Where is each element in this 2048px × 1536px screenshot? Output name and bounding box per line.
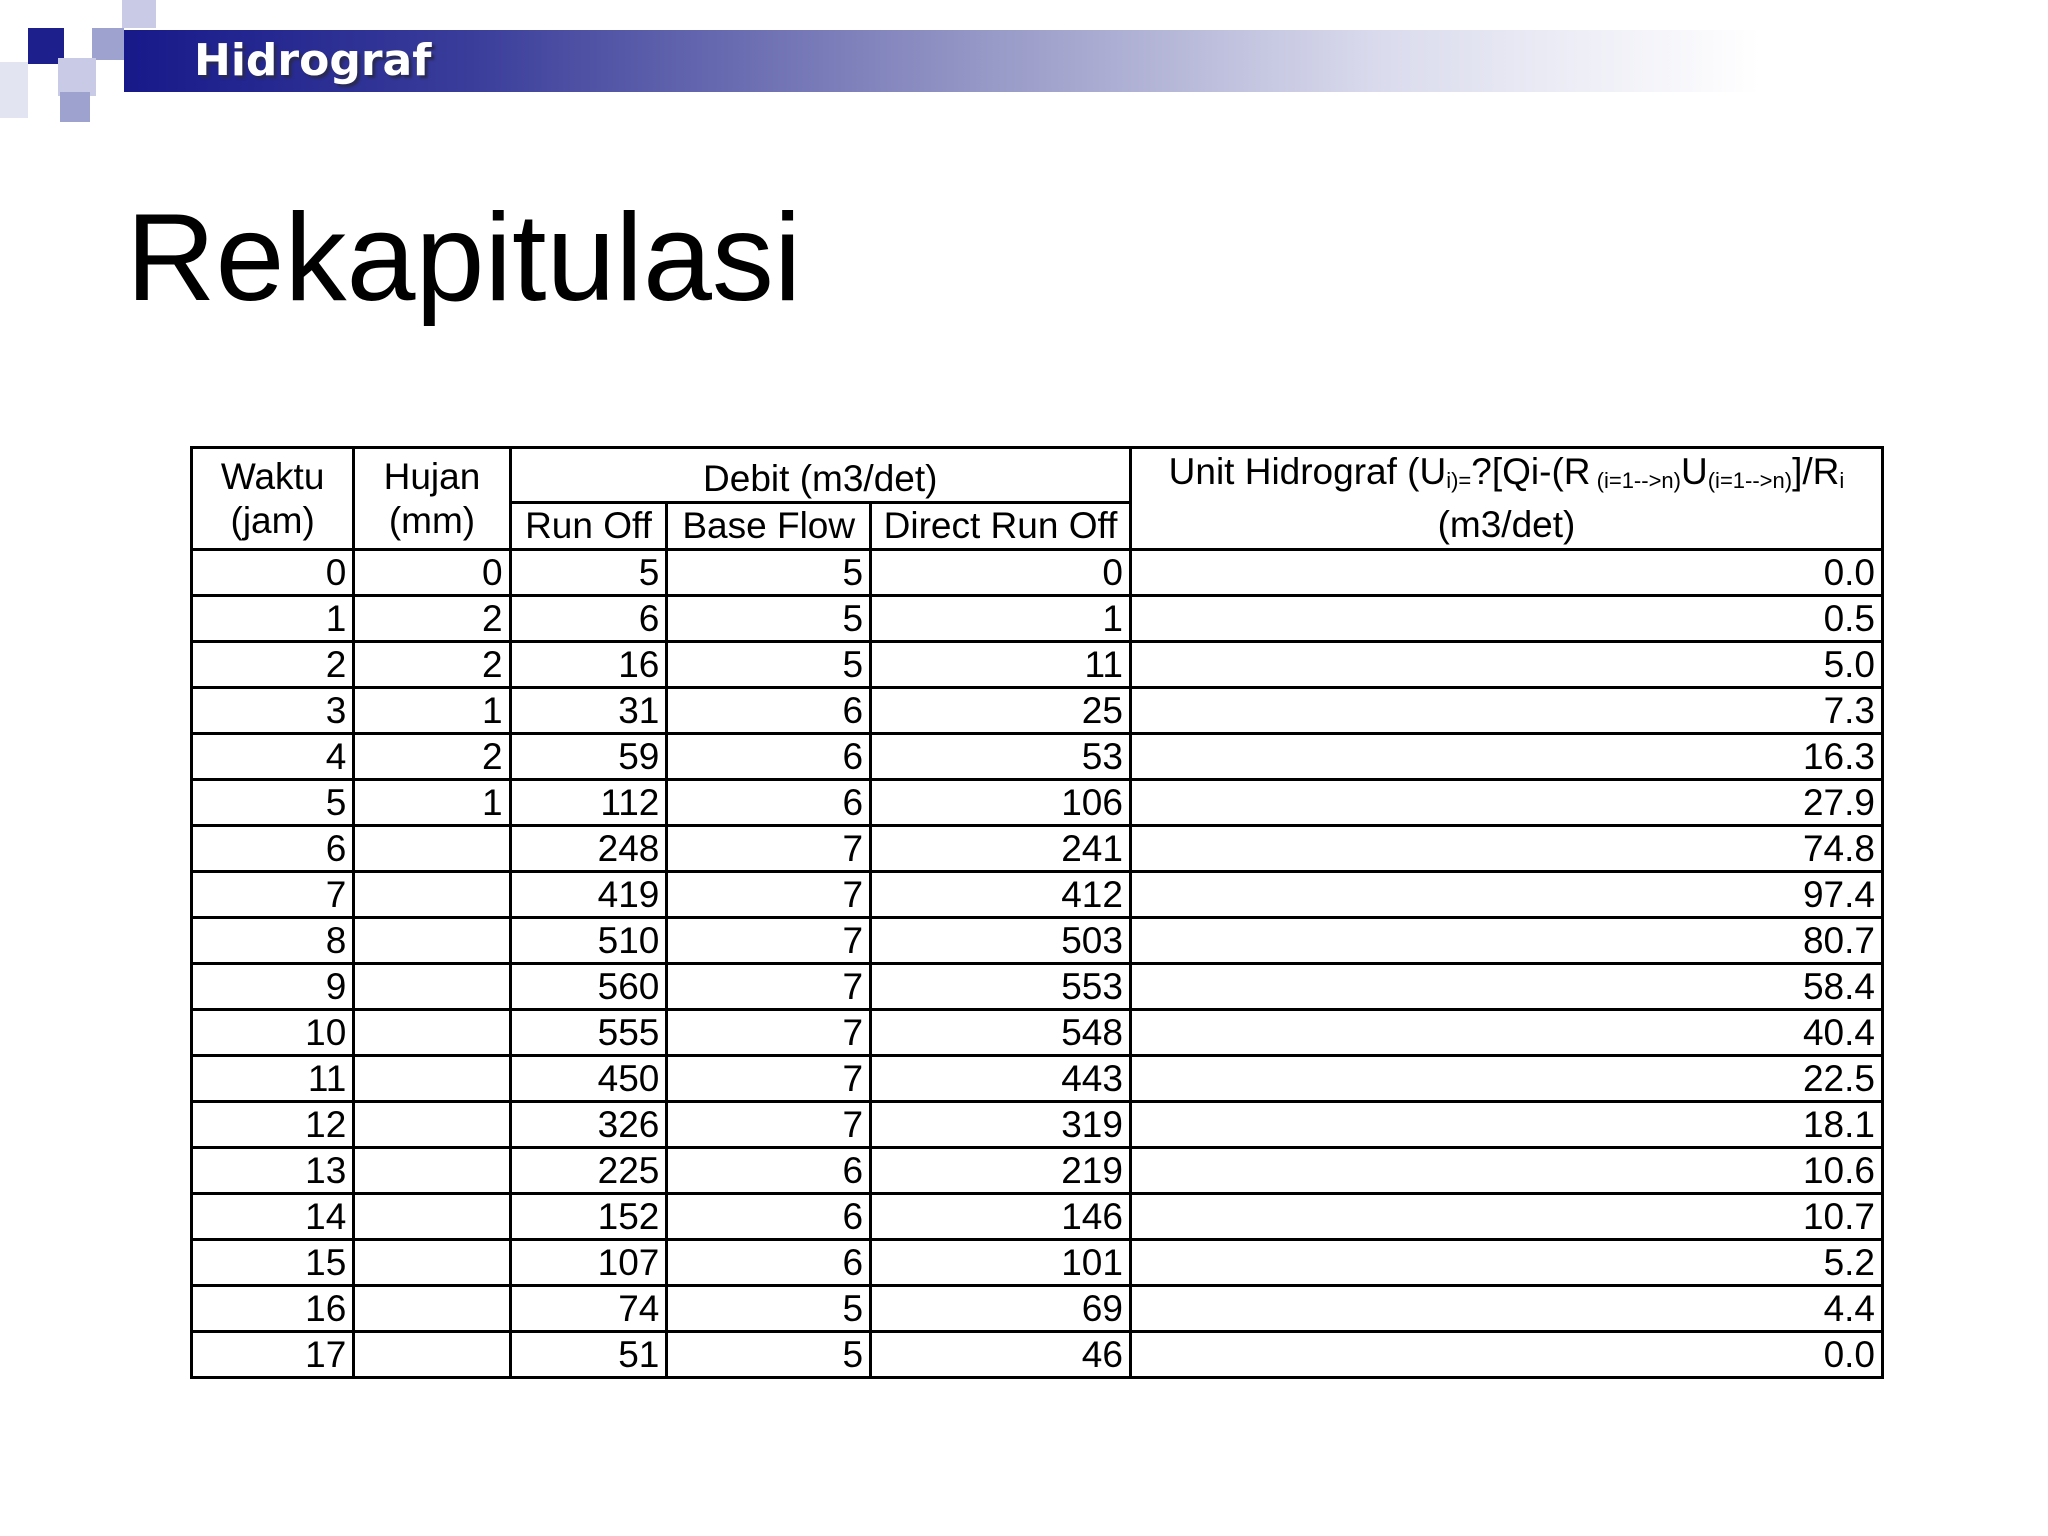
cell-hujan: 1 [354,688,510,734]
cell-direct-run-off: 11 [871,642,1131,688]
cell-unit-hidrograf: 22.5 [1130,1056,1882,1102]
cell-run-off: 112 [510,780,667,826]
cell-base-flow: 6 [667,734,871,780]
header-waktu-label: Waktu [220,455,325,497]
cell-base-flow: 7 [667,872,871,918]
table-row [192,1332,1883,1378]
cell-waktu: 1 [192,596,354,642]
cell-base-flow: 6 [667,1240,871,1286]
cell-unit-hidrograf: 58.4 [1130,964,1882,1010]
cell-direct-run-off: 106 [871,780,1131,826]
cell-waktu: 13 [192,1148,354,1194]
cell-hujan [354,964,510,1010]
cell-run-off: 51 [510,1332,667,1378]
cell-base-flow: 7 [667,918,871,964]
header-waktu [192,448,354,550]
cell-run-off: 510 [510,918,667,964]
cell-unit-hidrograf: 16.3 [1130,734,1882,780]
cell-base-flow: 7 [667,964,871,1010]
cell-run-off: 59 [510,734,667,780]
cell-waktu: 15 [192,1240,354,1286]
cell-run-off: 326 [510,1102,667,1148]
decorative-square [60,92,90,122]
decorative-square [122,0,156,28]
cell-base-flow: 5 [667,642,871,688]
cell-run-off: 560 [510,964,667,1010]
unit-u: U [1681,451,1708,492]
header-run-off: Run Off [510,503,667,550]
cell-unit-hidrograf: 40.4 [1130,1010,1882,1056]
cell-waktu: 14 [192,1194,354,1240]
cell-base-flow: 5 [667,1332,871,1378]
cell-direct-run-off: 1 [871,596,1131,642]
cell-base-flow: 5 [667,550,871,596]
cell-base-flow: 7 [667,826,871,872]
cell-hujan [354,1332,510,1378]
decorative-square [92,28,124,60]
cell-direct-run-off: 25 [871,688,1131,734]
cell-unit-hidrograf: 27.9 [1130,780,1882,826]
table-row [192,734,1883,780]
cell-hujan [354,826,510,872]
cell-unit-hidrograf: 0.0 [1130,550,1882,596]
cell-direct-run-off: 53 [871,734,1131,780]
table-row [192,1102,1883,1148]
header-unit-hidrograf [1130,448,1882,550]
cell-direct-run-off: 503 [871,918,1131,964]
cell-base-flow: 6 [667,688,871,734]
unit-sub1: i)= [1446,468,1472,493]
cell-waktu: 12 [192,1102,354,1148]
cell-base-flow: 6 [667,1194,871,1240]
cell-run-off: 31 [510,688,667,734]
cell-run-off: 152 [510,1194,667,1240]
header-hujan [354,448,510,550]
cell-hujan [354,1056,510,1102]
cell-hujan [354,918,510,964]
cell-direct-run-off: 319 [871,1102,1131,1148]
cell-base-flow: 6 [667,780,871,826]
cell-hujan: 0 [354,550,510,596]
table-row [192,596,1883,642]
cell-unit-hidrograf: 4.4 [1130,1286,1882,1332]
header-debit: Debit (m3/det) [510,448,1130,503]
cell-unit-hidrograf: 10.6 [1130,1148,1882,1194]
unit-sub2: (i=1-->n) [1590,468,1681,493]
cell-hujan [354,1194,510,1240]
cell-unit-hidrograf: 5.0 [1130,642,1882,688]
table-row [192,1194,1883,1240]
cell-direct-run-off: 0 [871,550,1131,596]
cell-hujan: 2 [354,734,510,780]
cell-hujan [354,1010,510,1056]
cell-direct-run-off: 69 [871,1286,1131,1332]
cell-hujan: 2 [354,596,510,642]
cell-hujan [354,1286,510,1332]
cell-waktu: 17 [192,1332,354,1378]
table-row [192,780,1883,826]
hydrograph-table [190,446,1884,1379]
cell-base-flow: 7 [667,1056,871,1102]
cell-waktu: 4 [192,734,354,780]
cell-direct-run-off: 443 [871,1056,1131,1102]
cell-unit-hidrograf: 18.1 [1130,1102,1882,1148]
cell-unit-hidrograf: 0.5 [1130,596,1882,642]
cell-base-flow: 5 [667,596,871,642]
cell-hujan: 2 [354,642,510,688]
cell-hujan [354,1240,510,1286]
unit-sub3: (i=1-->n) [1707,468,1793,493]
cell-unit-hidrograf: 80.7 [1130,918,1882,964]
cell-direct-run-off: 101 [871,1240,1131,1286]
cell-run-off: 248 [510,826,667,872]
page-title: Rekapitulasi [126,189,802,327]
table-row [192,550,1883,596]
cell-run-off: 450 [510,1056,667,1102]
cell-base-flow: 7 [667,1102,871,1148]
table-row [192,1148,1883,1194]
cell-unit-hidrograf: 74.8 [1130,826,1882,872]
table-row [192,1056,1883,1102]
cell-run-off: 16 [510,642,667,688]
cell-run-off: 555 [510,1010,667,1056]
cell-waktu: 11 [192,1056,354,1102]
cell-direct-run-off: 146 [871,1194,1131,1240]
cell-run-off: 225 [510,1148,667,1194]
decorative-square [58,58,96,96]
cell-unit-hidrograf: 97.4 [1130,872,1882,918]
cell-run-off: 74 [510,1286,667,1332]
table-row [192,964,1883,1010]
cell-direct-run-off: 241 [871,826,1131,872]
cell-unit-hidrograf: 5.2 [1130,1240,1882,1286]
cell-direct-run-off: 219 [871,1148,1131,1194]
header-hujan-label: Hujan [383,455,481,497]
table-row [192,642,1883,688]
table-row [192,1010,1883,1056]
cell-unit-hidrograf: 0.0 [1130,1332,1882,1378]
cell-waktu: 3 [192,688,354,734]
header-unit-formula [1138,450,1875,503]
cell-base-flow: 7 [667,1010,871,1056]
table-row [192,1240,1883,1286]
table-row [192,688,1883,734]
cell-run-off: 107 [510,1240,667,1286]
table-row [192,826,1883,872]
cell-hujan [354,1102,510,1148]
cell-waktu: 16 [192,1286,354,1332]
unit-prefix: Unit Hidrograf (U [1168,451,1447,492]
header-waktu-unit: (jam) [230,499,315,541]
cell-waktu: 0 [192,550,354,596]
cell-run-off: 5 [510,550,667,596]
table-body [192,550,1883,1378]
header-direct-run-off: Direct Run Off [871,503,1131,550]
cell-run-off: 419 [510,872,667,918]
cell-direct-run-off: 46 [871,1332,1131,1378]
cell-hujan [354,872,510,918]
cell-direct-run-off: 553 [871,964,1131,1010]
table-row [192,918,1883,964]
cell-unit-hidrograf: 10.7 [1130,1194,1882,1240]
table-row [192,1286,1883,1332]
cell-base-flow: 6 [667,1148,871,1194]
cell-base-flow: 5 [667,1286,871,1332]
header-unit-unit: (m3/det) [1437,504,1576,545]
cell-hujan: 1 [354,780,510,826]
banner-title: Hidrograf [194,35,432,86]
cell-waktu: 6 [192,826,354,872]
cell-waktu: 5 [192,780,354,826]
cell-waktu: 9 [192,964,354,1010]
cell-unit-hidrograf: 7.3 [1130,688,1882,734]
table-header-row [192,448,1883,503]
unit-sub4: i [1839,468,1845,493]
header-base-flow: Base Flow [667,503,871,550]
cell-waktu: 8 [192,918,354,964]
unit-mid: ?[Qi-(R [1471,451,1591,492]
cell-hujan [354,1148,510,1194]
cell-waktu: 2 [192,642,354,688]
header-hujan-unit: (mm) [388,499,476,541]
cell-run-off: 6 [510,596,667,642]
decorative-square [0,62,28,118]
cell-waktu: 7 [192,872,354,918]
unit-end: ]/R [1792,451,1840,492]
table-row [192,872,1883,918]
cell-direct-run-off: 412 [871,872,1131,918]
cell-waktu: 10 [192,1010,354,1056]
cell-direct-run-off: 548 [871,1010,1131,1056]
